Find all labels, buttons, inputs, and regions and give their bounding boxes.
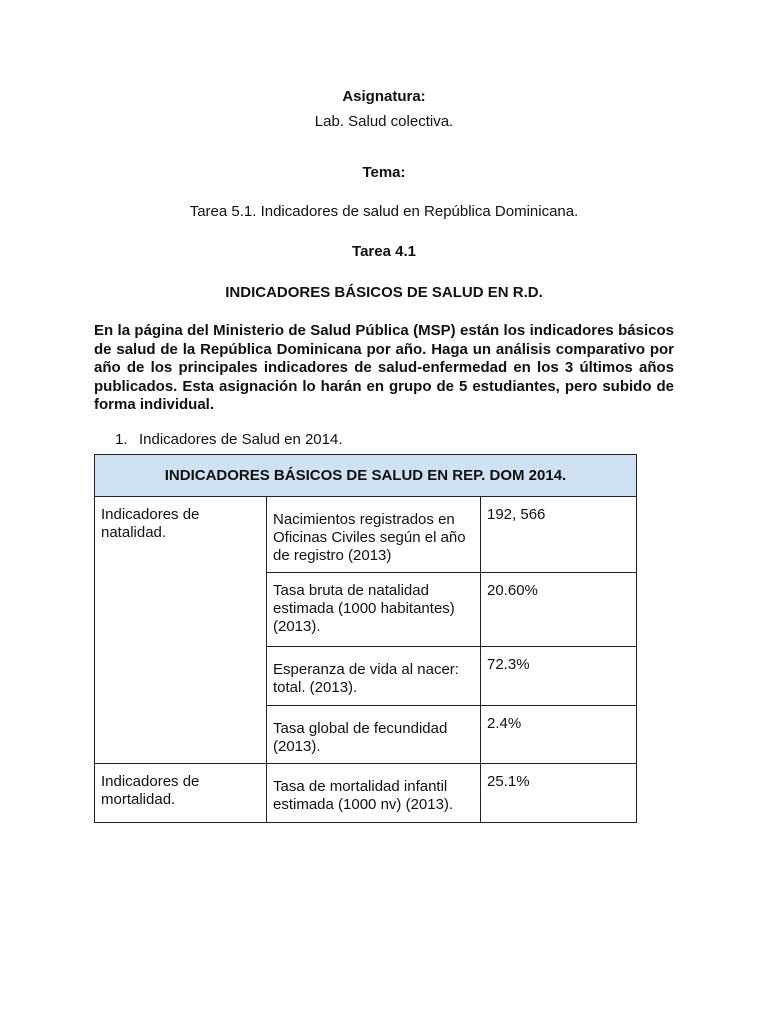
indicator-value: 2.4%: [487, 715, 522, 732]
value-cell: [481, 573, 637, 647]
indicator-value: 20.60%: [487, 582, 538, 599]
subject-label: Asignatura:: [342, 88, 426, 105]
indicator-text: Esperanza de vida al nacer: total. (2013).: [273, 661, 459, 697]
table-header-row: [95, 455, 637, 497]
list-item-text: Indicadores de Salud en 2014.: [139, 431, 343, 448]
value-cell: [481, 497, 637, 573]
intro-paragraph: En la página del Ministerio de Salud Pública (MSP) están los indicadores básicos de salud de la República Dominicana por año. Haga un análisis comparativo por año de los principales indicadores de salud-enfermedad en los 3 últimos años publicados. Esta asignación lo harán en grupo de 5 estudiantes, pero subido de forma individual.: [94, 322, 674, 413]
list-item: [115, 431, 343, 449]
category-mortalidad: Indicadores de mortalidad.: [101, 773, 200, 809]
table-row: [95, 497, 637, 573]
subject-value: Lab. Salud colectiva.: [314, 113, 454, 130]
indicator-value: 25.1%: [487, 773, 530, 790]
table-title: INDICADORES BÁSICOS DE SALUD EN REP. DOM 2014.: [95, 455, 637, 497]
indicator-text: Tasa global de fecundidad (2013).: [273, 720, 448, 756]
indicator-cell: [267, 573, 481, 647]
topic-label: Tema:: [362, 164, 406, 181]
indicators-table: [94, 454, 637, 823]
indicator-value: 72.3%: [487, 656, 530, 673]
value-cell: [481, 647, 637, 706]
indicator-cell: [267, 764, 481, 823]
value-cell: [481, 706, 637, 764]
indicator-cell: [267, 497, 481, 573]
topic-value: Tarea 5.1. Indicadores de salud en República Dominicana.: [189, 203, 579, 220]
value-cell: [481, 764, 637, 823]
task-title: Tarea 4.1: [352, 243, 416, 260]
indicator-value: 192, 566: [487, 506, 546, 523]
indicator-text: Tasa de mortalidad infantil estimada (1000 nv) (2013).: [273, 778, 454, 814]
indicator-cell: [267, 647, 481, 706]
list-number: 1.: [115, 431, 128, 448]
indicator-text: Nacimientos registrados en Oficinas Civiles según el año de registro (2013): [273, 511, 466, 565]
table-row: [95, 764, 637, 823]
section-heading: INDICADORES BÁSICOS DE SALUD EN R.D.: [225, 284, 543, 301]
category-cell: [95, 497, 267, 764]
indicator-cell: [267, 706, 481, 764]
indicator-text: Tasa bruta de natalidad estimada (1000 habitantes) (2013).: [273, 582, 455, 636]
category-natalidad: Indicadores de natalidad.: [101, 506, 200, 542]
category-cell: [95, 764, 267, 823]
